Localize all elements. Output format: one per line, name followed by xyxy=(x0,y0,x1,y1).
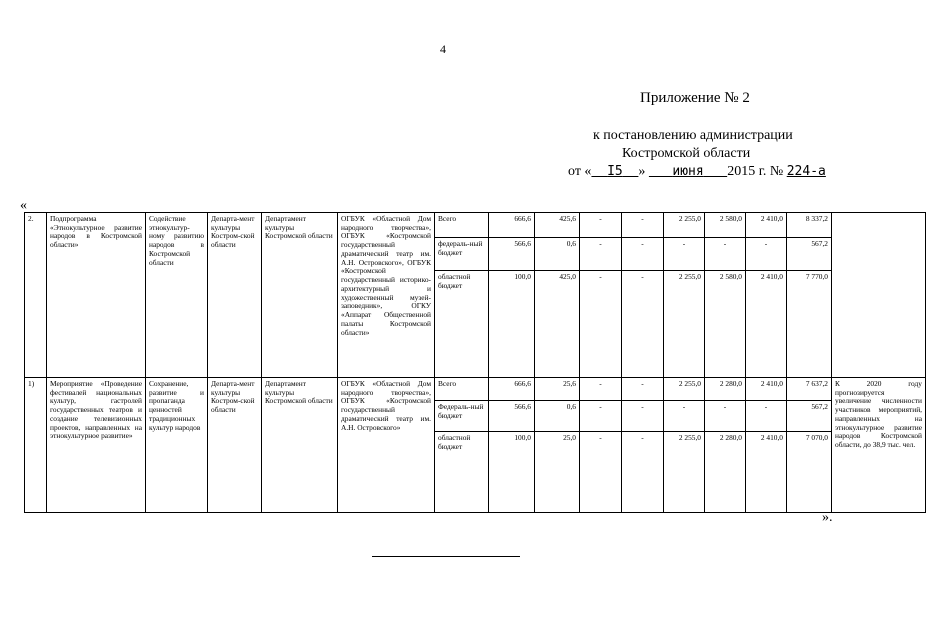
resolution-date-line xyxy=(568,164,826,180)
amount-cell: 566,6 xyxy=(489,238,535,271)
coordinator: Департа-мент культуры Костром-ской области xyxy=(208,213,262,378)
amount-cell: - xyxy=(580,238,622,271)
row-number: 2. xyxy=(25,213,47,378)
amount-cell: - xyxy=(705,401,746,432)
amount-cell: - xyxy=(705,238,746,271)
activity-goal: Сохранение, развитие и пропаганда ценностей традиционных культур народов xyxy=(146,378,208,513)
amount-cell: 2 410,0 xyxy=(746,271,787,378)
amount-cell: - xyxy=(622,213,664,238)
table-row xyxy=(25,378,926,401)
row-number: 1) xyxy=(25,378,47,513)
amount-cell: - xyxy=(580,378,622,401)
executors: ОГБУК «Областной Дом народного творчества», ОГБУК «Костромской государственный драматический театр им. А.Н. Островского» xyxy=(338,378,435,513)
amount-cell: - xyxy=(622,432,664,513)
amount-cell: 2 255,0 xyxy=(664,378,705,401)
responsible: Департамент культуры Костромской области xyxy=(262,378,338,513)
amount-cell: 8 337,2 xyxy=(787,213,832,238)
amount-cell: 2 255,0 xyxy=(664,432,705,513)
amount-cell: 25,6 xyxy=(535,378,580,401)
amount-cell: 7 637,2 xyxy=(787,378,832,401)
amount-cell: 2 410,0 xyxy=(746,432,787,513)
date-day: I5 xyxy=(607,164,623,179)
amount-cell: 2 255,0 xyxy=(664,271,705,378)
funding-source: областной бюджет xyxy=(435,271,489,378)
funding-source: Федераль-ный бюджет xyxy=(435,401,489,432)
date-mid: » xyxy=(638,164,646,179)
amount-cell: 2 410,0 xyxy=(746,378,787,401)
amount-cell: 100,0 xyxy=(489,432,535,513)
signature-line xyxy=(372,556,520,557)
executors: ОГБУК «Областной Дом народного творчества», ОГБУК «Костромской государственный драматический театр им. А.Н. Островского», ОГБУК «Костромской государственный историко-архитектурный и художественный музей-заповедник», ОГКУ «Аппарат Общественной палаты Костромской области» xyxy=(338,213,435,378)
amount-cell: 0,6 xyxy=(535,401,580,432)
amount-cell: - xyxy=(622,401,664,432)
date-month: июня xyxy=(672,164,704,179)
amount-cell: - xyxy=(580,432,622,513)
amount-cell: 425,6 xyxy=(535,213,580,238)
funding-source: областной бюджет xyxy=(435,432,489,513)
activity-goal: Содействие этнокультур-ному развитию народов в Костромской области xyxy=(146,213,208,378)
responsible: Департамент культуры Костромской области xyxy=(262,213,338,378)
amount-cell: 425,0 xyxy=(535,271,580,378)
resolution-line-2: Костромской области xyxy=(622,146,751,161)
amount-cell: 2 410,0 xyxy=(746,213,787,238)
date-year: 2015 г. № xyxy=(727,164,784,179)
resolution-line-1: к постановлению администрации xyxy=(593,128,793,143)
amount-cell: - xyxy=(580,401,622,432)
table-row xyxy=(25,213,926,238)
amount-cell: 567,2 xyxy=(787,401,832,432)
amount-cell: 566,6 xyxy=(489,401,535,432)
amount-cell: - xyxy=(580,271,622,378)
amount-cell: 666,6 xyxy=(489,213,535,238)
amount-cell: - xyxy=(664,401,705,432)
amount-cell: 2 280,0 xyxy=(705,432,746,513)
coordinator: Департа-мент культуры Костром-ской области xyxy=(208,378,262,513)
funding-source: Всего xyxy=(435,213,489,238)
closing-quote: ». xyxy=(822,510,833,525)
amount-cell: 2 580,0 xyxy=(705,271,746,378)
funding-source: Всего xyxy=(435,378,489,401)
date-prefix: от « xyxy=(568,164,592,179)
appendix-title: Приложение № 2 xyxy=(640,90,750,106)
amount-cell: 2 255,0 xyxy=(664,213,705,238)
amount-cell: - xyxy=(622,378,664,401)
opening-quote: « xyxy=(20,198,27,213)
amount-cell: - xyxy=(746,238,787,271)
amount-cell: 25,0 xyxy=(535,432,580,513)
amount-cell: 666,6 xyxy=(489,378,535,401)
amount-cell: 2 280,0 xyxy=(705,378,746,401)
program-table xyxy=(24,212,926,513)
amount-cell: 7 070,0 xyxy=(787,432,832,513)
amount-cell: 0,6 xyxy=(535,238,580,271)
page-number: 4 xyxy=(440,42,446,56)
amount-cell: 7 770,0 xyxy=(787,271,832,378)
expected-result xyxy=(832,213,926,378)
activity-name: Мероприятие «Проведение фестивалей национальных культур, гастролей государственных театров и создание телевизионных проектов, направленных на этнокультурное развитие» xyxy=(47,378,146,513)
resolution-number: 224-а xyxy=(786,164,826,179)
activity-name: Подпрограмма «Этнокультурное развитие народов в Костромской области» xyxy=(47,213,146,378)
amount-cell: 2 580,0 xyxy=(705,213,746,238)
expected-result: К 2020 году прогнозируется увеличение численности участников мероприятий, направленных на этнокультурное развитие народов Костромской области, до 38,9 тыс. чел. xyxy=(832,378,926,513)
amount-cell: 567,2 xyxy=(787,238,832,271)
amount-cell: - xyxy=(664,238,705,271)
amount-cell: - xyxy=(746,401,787,432)
amount-cell: 100,0 xyxy=(489,271,535,378)
amount-cell: - xyxy=(622,271,664,378)
funding-source: федераль-ный бюджет xyxy=(435,238,489,271)
amount-cell: - xyxy=(580,213,622,238)
amount-cell: - xyxy=(622,238,664,271)
